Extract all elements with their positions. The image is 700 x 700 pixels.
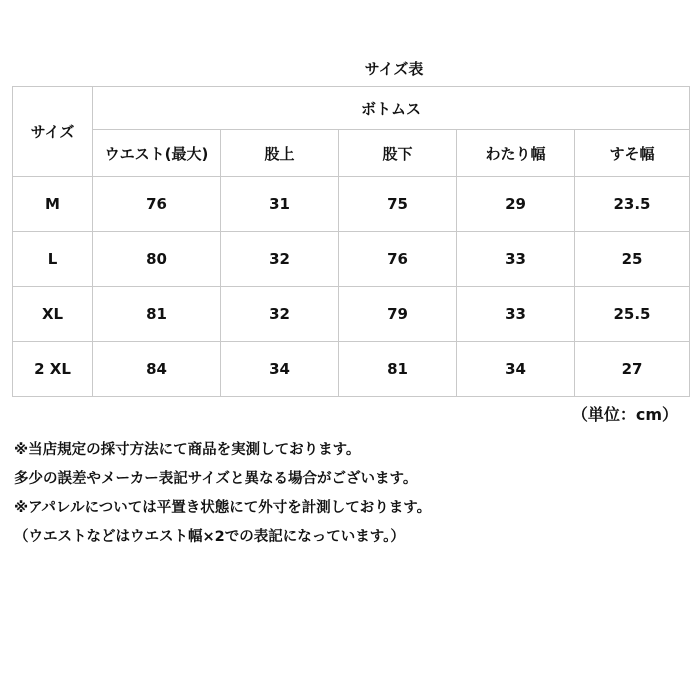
table-cell: 29 <box>457 177 575 232</box>
table-row <box>13 232 690 287</box>
unit-label: （単位：cm） <box>571 405 678 424</box>
size-label: XL <box>13 287 93 342</box>
column-header: わたり幅 <box>457 130 575 177</box>
note-line: （ウエストなどはウエスト幅×2での表記になっています。） <box>14 529 405 545</box>
table-cell: 75 <box>339 177 457 232</box>
table-row <box>13 287 690 342</box>
table-cell: 25 <box>575 232 690 287</box>
table-row <box>13 342 690 397</box>
bottoms-group-header: ボトムス <box>93 87 690 130</box>
column-header: すそ幅 <box>575 130 690 177</box>
page-title: サイズ表 <box>364 60 424 78</box>
table-cell: 34 <box>457 342 575 397</box>
table-cell: 25.5 <box>575 287 690 342</box>
column-header: 股上 <box>221 130 339 177</box>
note-line: ※アパレルについては平置き状態にて外寸を計測しております。 <box>14 500 432 516</box>
table-cell: 31 <box>221 177 339 232</box>
column-header-row <box>13 130 690 177</box>
table-cell: 27 <box>575 342 690 397</box>
table-cell: 34 <box>221 342 339 397</box>
size-table <box>12 86 690 397</box>
table-header-row <box>13 87 690 130</box>
notes <box>14 436 431 552</box>
size-label: 2 XL <box>13 342 93 397</box>
column-header: ウエスト(最大) <box>93 130 221 177</box>
table-cell: 32 <box>221 232 339 287</box>
table-cell: 80 <box>93 232 221 287</box>
note-line: 多少の誤差やメーカー表記サイズと異なる場合がございます。 <box>14 471 418 487</box>
size-header-cell: サイズ <box>13 87 93 177</box>
table-cell: 33 <box>457 287 575 342</box>
size-label: L <box>13 232 93 287</box>
table-row <box>13 177 690 232</box>
column-header: 股下 <box>339 130 457 177</box>
table-cell: 33 <box>457 232 575 287</box>
table-cell: 81 <box>339 342 457 397</box>
table-cell: 84 <box>93 342 221 397</box>
table-cell: 32 <box>221 287 339 342</box>
size-label: M <box>13 177 93 232</box>
note-line: ※当店規定の採寸方法にて商品を実測しております。 <box>14 442 361 458</box>
table-cell: 79 <box>339 287 457 342</box>
table-cell: 81 <box>93 287 221 342</box>
table-cell: 76 <box>339 232 457 287</box>
table-cell: 23.5 <box>575 177 690 232</box>
table-cell: 76 <box>93 177 221 232</box>
